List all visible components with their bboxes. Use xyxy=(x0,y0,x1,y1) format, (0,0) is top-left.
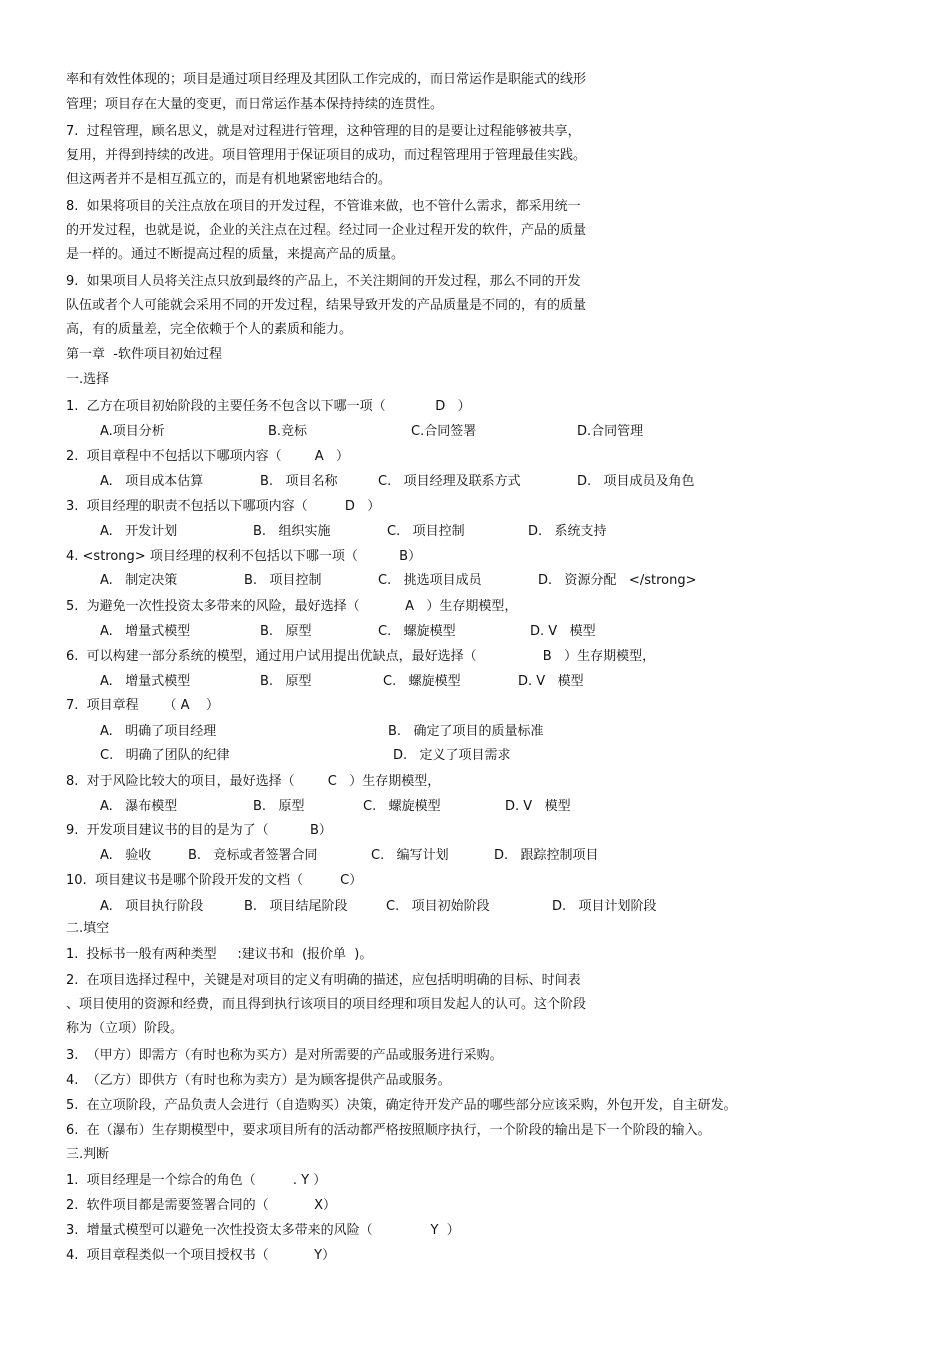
option-a: A. 增量式模型 xyxy=(100,674,191,689)
question-stem: 1. 乙方在项目初始阶段的主要任务不包含以下哪一项（ D ） xyxy=(66,399,471,414)
option-d: D. V 模型 xyxy=(530,624,596,639)
judge-item: 3. 增量式模型可以避免一次性投资太多带来的风险（ Y ） xyxy=(66,1223,460,1238)
judge-item: 2. 软件项目都是需要签署合同的（ X） xyxy=(66,1198,337,1213)
fill-item: 1. 投标书一般有两种类型 :建议书和 (报价单 )。 xyxy=(66,947,373,962)
paragraph-line: 管理；项目存在大量的变更，而日常运作基本保持持续的连贯性。 xyxy=(66,97,444,112)
option-a: A. 瀑布模型 xyxy=(100,799,178,814)
paragraph-line: 8. 如果将项目的关注点放在项目的开发过程，不管谁来做，也不管什么需求，都采用统一 xyxy=(66,199,581,214)
option-b: B. 组织实施 xyxy=(253,524,331,539)
section-heading-fill: 二.填空 xyxy=(66,921,110,936)
fill-item: 称为（立项）阶段。 xyxy=(66,1021,184,1036)
option-d: D.合同管理 xyxy=(577,424,644,439)
option-b: B. 确定了项目的质量标准 xyxy=(388,724,544,739)
option-c: C. 项目经理及联系方式 xyxy=(378,474,521,489)
option-d: D. V 模型 xyxy=(518,674,584,689)
fill-item: 3. （甲方）即需方（有时也称为买方）是对所需要的产品或服务进行采购。 xyxy=(66,1048,503,1063)
option-b: B. 原型 xyxy=(253,799,305,814)
option-a: A. 验收 xyxy=(100,848,152,863)
option-b: B.竞标 xyxy=(268,424,308,439)
option-c: C. 明确了团队的纪律 xyxy=(100,748,230,763)
section-heading-judge: 三.判断 xyxy=(66,1147,110,1162)
fill-item: 6. 在（瀑布）生存期模型中，要求项目所有的活动都严格按照顺序执行，一个阶段的输出是下一个阶段的输入。 xyxy=(66,1123,711,1138)
fill-item: 4. （乙方）即供方（有时也称为卖方）是为顾客提供产品或服务。 xyxy=(66,1073,451,1088)
option-c: C. 项目控制 xyxy=(387,524,465,539)
paragraph-line: 队伍或者个人可能就会采用不同的开发过程，结果导致开发的产品质量是不同的，有的质量 xyxy=(66,298,587,313)
option-b: B. 原型 xyxy=(260,674,312,689)
paragraph-line: 是一样的。通过不断提高过程的质量，来提高产品的质量。 xyxy=(66,247,405,262)
question-stem: 3. 项目经理的职责不包括以下哪项内容（ D ） xyxy=(66,499,381,514)
section-heading-choice: 一.选择 xyxy=(66,372,110,387)
option-c: C. 螺旋模型 xyxy=(378,624,456,639)
paragraph-line: 7. 过程管理，顾名思义，就是对过程进行管理，这种管理的目的是要让过程能够被共享， xyxy=(66,124,581,139)
question-stem: 7. 项目章程 （ A ） xyxy=(66,698,220,713)
option-b: B. 项目控制 xyxy=(244,573,322,588)
question-stem: 2. 项目章程中不包括以下哪项内容（ A ） xyxy=(66,449,350,464)
option-a: A. 项目成本估算 xyxy=(100,474,204,489)
chapter-title: 第一章 -软件项目初始过程 xyxy=(66,347,222,362)
option-a: A.项目分析 xyxy=(100,424,165,439)
option-b: B. 原型 xyxy=(260,624,312,639)
question-stem: 10. 项目建议书是哪个阶段开发的文档（ C） xyxy=(66,873,363,888)
paragraph-line: 复用，并得到持续的改进。项目管理用于保证项目的成功，而过程管理用于管理最佳实践。 xyxy=(66,148,587,163)
option-d: D. 资源分配 </strong> xyxy=(538,573,697,588)
paragraph-line: 率和有效性体现的；项目是通过项目经理及其团队工作完成的，而日常运作是职能式的线形 xyxy=(66,72,587,87)
option-c: C.合同签署 xyxy=(411,424,477,439)
judge-item: 1. 项目经理是一个综合的角色（ . Y ） xyxy=(66,1173,327,1188)
question-stem: 8. 对于风险比较大的项目，最好选择（ C ）生存期模型， xyxy=(66,774,441,789)
fill-item: 5. 在立项阶段，产品负责人会进行（自造购买）决策，确定待开发产品的哪些部分应该采购，外包开发，自主研发。 xyxy=(66,1098,737,1113)
option-c: C. 编写计划 xyxy=(371,848,449,863)
option-b: B. 项目名称 xyxy=(260,474,338,489)
option-d: D. 跟踪控制项目 xyxy=(494,848,599,863)
option-b: B. 项目结尾阶段 xyxy=(244,899,348,914)
option-d: D. 定义了项目需求 xyxy=(393,748,511,763)
option-d: D. 项目计划阶段 xyxy=(552,899,657,914)
option-a: A. 开发计划 xyxy=(100,524,178,539)
option-d: D. V 模型 xyxy=(505,799,571,814)
option-c: C. 项目初始阶段 xyxy=(386,899,490,914)
question-stem: 6. 可以构建一部分系统的模型，通过用户试用提出优缺点，最好选择（ B ）生存期模型， xyxy=(66,649,656,664)
option-a: A. 项目执行阶段 xyxy=(100,899,204,914)
question-stem: 5. 为避免一次性投资太多带来的风险，最好选择（ A ）生存期模型， xyxy=(66,599,518,614)
option-c: C. 螺旋模型 xyxy=(383,674,461,689)
option-b: B. 竞标或者签署合同 xyxy=(188,848,318,863)
option-d: D. 项目成员及角色 xyxy=(577,474,695,489)
question-stem: 9. 开发项目建议书的目的是为了（ B） xyxy=(66,823,332,838)
paragraph-line: 9. 如果项目人员将关注点只放到最终的产品上，不关注期间的开发过程，那么不同的开发 xyxy=(66,274,581,289)
paragraph-line: 高，有的质量差，完全依赖于个人的素质和能力。 xyxy=(66,322,353,337)
judge-item: 4. 项目章程类似一个项目授权书（ Y） xyxy=(66,1248,336,1263)
paragraph-line: 但这两者并不是相互孤立的，而是有机地紧密地结合的。 xyxy=(66,172,392,187)
option-a: A. 制定决策 xyxy=(100,573,178,588)
option-c: C. 挑选项目成员 xyxy=(378,573,482,588)
option-a: A. 明确了项目经理 xyxy=(100,724,217,739)
paragraph-line: 的开发过程，也就是说，企业的关注点在过程。经过同一企业过程开发的软件，产品的质量 xyxy=(66,223,587,238)
option-c: C. 螺旋模型 xyxy=(363,799,441,814)
option-a: A. 增量式模型 xyxy=(100,624,191,639)
fill-item: 、项目使用的资源和经费，而且得到执行该项目的项目经理和项目发起人的认可。这个阶段 xyxy=(66,997,587,1012)
option-d: D. 系统支持 xyxy=(528,524,607,539)
fill-item: 2. 在项目选择过程中，关键是对项目的定义有明确的描述，应包括明明确的目标、时间表 xyxy=(66,973,581,988)
question-stem: 4. <strong> 项目经理的权利不包括以下哪一项（ B） xyxy=(66,549,422,564)
